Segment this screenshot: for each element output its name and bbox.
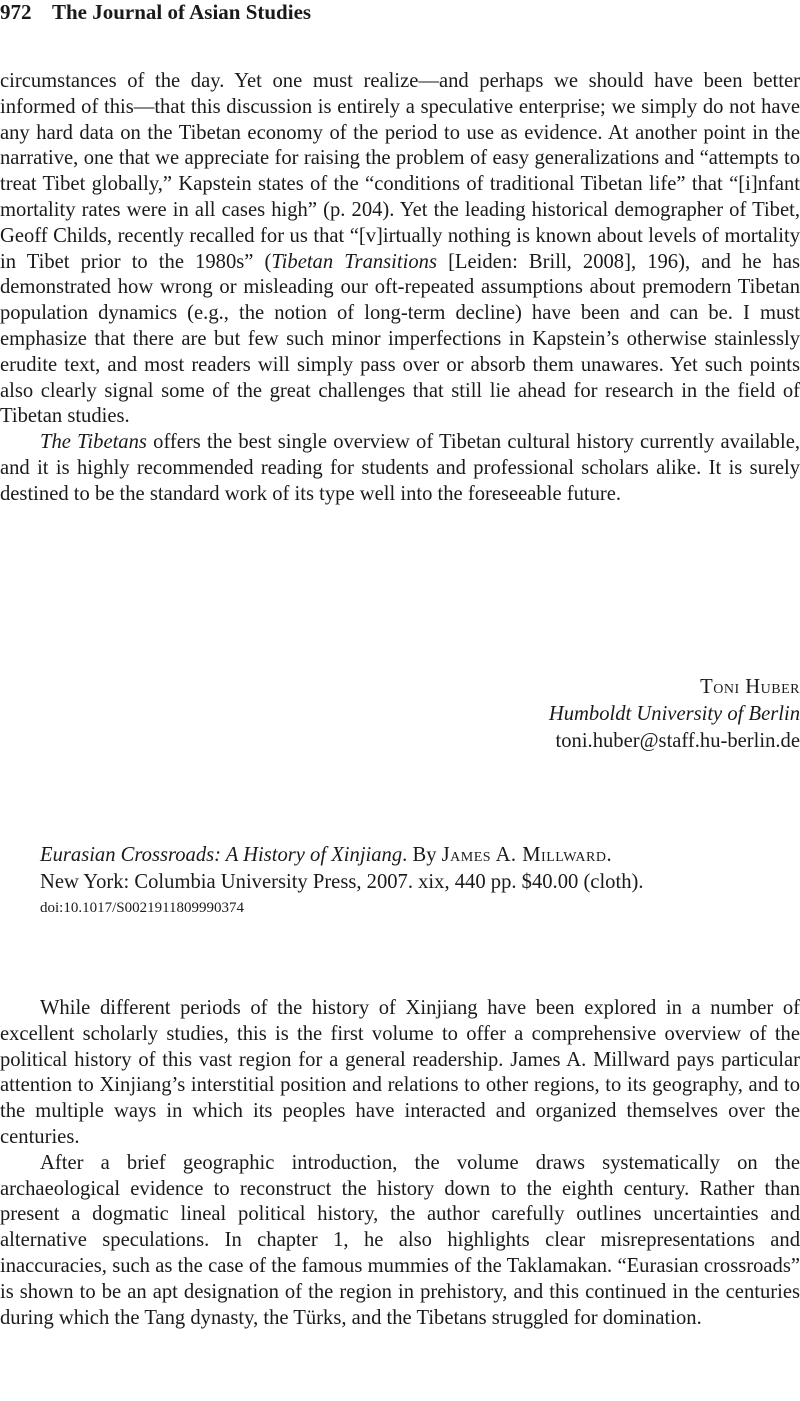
citation-line-1: Eurasian Crossroads: A History of Xinjiang. By James A. Millward.: [40, 844, 612, 866]
review-2-paragraph-2: After a brief geographic introduction, the volume draws systematically on the archaeological evidence to reconstruct the history down to the eighth century. Rather than present a dogmatic lineal political history, the author carefully outlines uncertainties and alternative speculations. In chapter 1, he also highlights clear misrepresentations and inaccuracies, such as the case of the famous mummies of the Taklamakan. “Eurasian crossroads” is shown to be an apt designation of the region in prehistory, and this continued in the centuries during which the Tang dynasty, the Türks, and the Tibetans struggled for domination.: [0, 1151, 800, 1329]
review-2-citation: [40, 842, 800, 920]
review-1-body: [0, 69, 800, 508]
review-2-paragraph-1: While different periods of the history of Xinjiang have been explored in a number of excellent scholarly studies, this is the first volume to offer a comprehensive overview of the political history of this vast region for a general readership. James A. Millward pays particular attention to Xinjiang’s interstitial position and relations to other regions, to its geography, and to the multiple ways in which its peoples have interacted and organized themselves over the centuries.: [0, 997, 800, 1148]
review-1-paragraph-2: The Tibetans offers the best single overview of Tibetan cultural history currently available, and it is highly recommended reading for students and professional scholars alike. It is surely destined to be the standard work of its type well into the foreseeable future.: [0, 431, 800, 505]
running-head: [0, 0, 311, 28]
reviewer-name: Toni Huber: [700, 676, 800, 698]
citation-publisher: New York: Columbia University Press, 2007. xix, 440 pp. $40.00 (cloth).: [40, 871, 644, 893]
reviewer-email: toni.huber@staff.hu-berlin.de: [555, 730, 800, 752]
journal-title: The Journal of Asian Studies: [52, 0, 312, 24]
review-1-paragraph-1: circumstances of the day. Yet one must realize—and perhaps we should have been better informed of this—that this discussion is entirely a speculative enterprise; we simply do not have any hard data on the Tibetan economy of the period to use as evidence. At another point in the narrative, one that we appreciate for raising the problem of easy generalizations and “attempts to treat Tibet globally,” Kapstein states of the “conditions of traditional Tibetan life” that “[i]nfant mortality rates were in all cases high” (p. 204). Yet the leading historical demographer of Tibet, Geoff Childs, recently recalled for us that “[v]irtually nothing is known about levels of mortality in Tibet prior to the 1980s” (Tibetan Transitions [Leiden: Brill, 2008], 196), and he has demonstrated how wrong or misleading our oft-repeated assumptions about premodern Tibetan population dynamics (e.g., the notion of long-term decline) have been and can be. I must emphasize that there are but few such minor imperfections in Kapstein’s otherwise stainlessly erudite text, and most readers will simply pass over or absorb them unawares. Yet such points also clearly signal some of the great challenges that still lie ahead for research in the field of Tibetan studies.: [0, 70, 800, 428]
citation-doi: doi:10.1017/S0021911809990374: [40, 900, 245, 916]
review-2-body: [0, 996, 800, 1331]
book-title-italic: Tibetan Transitions: [271, 250, 437, 273]
citation-book-title: Eurasian Crossroads: A History of Xinjiang: [40, 844, 403, 866]
book-title-italic: The Tibetans: [40, 431, 147, 454]
reviewer-affiliation: Humboldt University of Berlin: [548, 703, 800, 725]
citation-author: James A. Millward: [441, 844, 607, 866]
page-number: 972: [0, 0, 32, 24]
reviewer-signature: [549, 674, 800, 755]
